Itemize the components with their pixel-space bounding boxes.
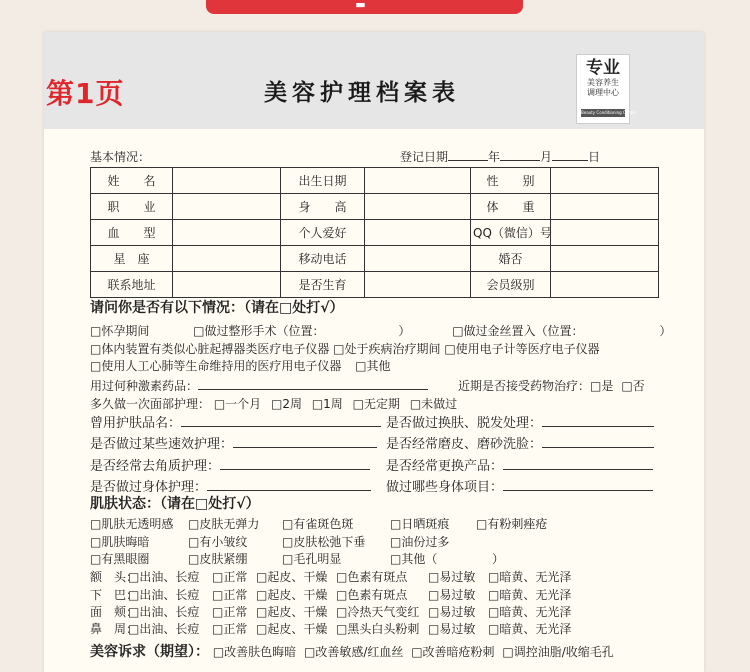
checkbox-option[interactable]: □皮肤松弛下垂 <box>282 535 366 549</box>
checkbox-option[interactable]: □做过整形手术（位置： <box>193 324 325 338</box>
reg-month-field[interactable] <box>500 149 540 161</box>
medication-question <box>458 378 645 394</box>
checkbox-option[interactable]: □有小皱纹 <box>188 535 248 549</box>
area-label: 鼻 周： <box>90 622 139 636</box>
question-label: 是否经常更换产品： <box>386 459 504 474</box>
answer-field[interactable] <box>503 458 653 470</box>
checkbox-option[interactable]: □起皮、干燥 <box>256 622 328 636</box>
checkbox-option[interactable]: □皮肤无弹力 <box>188 517 260 531</box>
paren-close: ） <box>398 324 411 338</box>
logo-sub-text-1: 美容养生 <box>587 78 619 87</box>
checkbox-option[interactable]: □出油、长痘 <box>128 588 200 602</box>
table-label: 联系地址 <box>91 272 173 298</box>
checkbox-option[interactable]: □无定期 <box>352 397 400 411</box>
conditions-line-1 <box>90 323 671 339</box>
checkbox-option[interactable]: □正常 <box>212 622 248 636</box>
left-question-1 <box>90 415 381 432</box>
table-input-cell[interactable] <box>173 272 281 298</box>
question-label: 多久做一次面部护理： <box>90 397 211 411</box>
reg-year-field[interactable] <box>448 149 488 161</box>
table-label: 星 座 <box>91 246 173 272</box>
checkbox-option[interactable]: □否 <box>621 379 645 393</box>
checkbox-option[interactable]: □正常 <box>212 588 248 602</box>
table-label: 姓 名 <box>91 168 173 194</box>
demands-heading: 美容诉求（期望）： <box>90 644 209 660</box>
registration-date <box>400 149 600 165</box>
table-row <box>91 194 659 220</box>
checkbox-option[interactable]: □改善暗疮粉刺 <box>411 645 495 659</box>
checkbox-option[interactable]: □未做过 <box>409 397 458 411</box>
checkbox-option[interactable]: □有雀斑色斑 <box>282 517 354 531</box>
checkbox-option[interactable]: □暗黄、无光泽 <box>488 605 572 619</box>
demands-row <box>90 644 710 660</box>
question-label: 做过哪些身体项目： <box>386 480 504 495</box>
checkbox-option[interactable]: □有黑眼圈 <box>90 552 150 566</box>
checkbox-option[interactable]: □是 <box>590 379 614 393</box>
area-label: 面 颊： <box>90 605 139 619</box>
checkbox-option[interactable]: □毛孔明显 <box>282 552 342 566</box>
checkbox-option[interactable]: □暗黄、无光泽 <box>488 622 572 636</box>
answer-field[interactable] <box>542 436 654 448</box>
answer-field[interactable] <box>198 378 428 390</box>
right-question-1 <box>386 415 654 432</box>
table-row <box>91 168 659 194</box>
table-label: QQ（微信）号 <box>471 220 551 246</box>
reg-month-label: 月 <box>540 150 553 164</box>
hormone-question <box>90 378 428 394</box>
checkbox-option[interactable]: □色素有斑点 <box>336 588 408 602</box>
checkbox-option[interactable]: □1周 <box>311 397 343 411</box>
checkbox-option[interactable]: □处于疾病治疗期间 <box>333 342 441 356</box>
reg-date-label: 登记日期 <box>400 150 449 164</box>
logo-sub-text-2: 调理中心 <box>587 88 619 97</box>
basic-info-table <box>90 167 659 298</box>
question-label: 曾用护肤品名： <box>90 416 182 431</box>
table-label: 会员级别 <box>471 272 551 298</box>
question-label: 用过何种激素药品： <box>90 379 199 393</box>
facial-frequency-question <box>90 396 457 412</box>
table-label: 移动电话 <box>281 246 365 272</box>
page-number: 第1页 <box>46 77 125 110</box>
checkbox-option[interactable]: □体内装置有类似心脏起搏器类医疗电子仪器 <box>90 342 330 356</box>
checkbox-option[interactable]: □出油、长痘 <box>128 570 200 584</box>
table-label: 血 型 <box>91 220 173 246</box>
table-input-cell[interactable] <box>173 194 281 220</box>
checkbox-option[interactable]: □出油、长痘 <box>128 605 200 619</box>
table-input-cell[interactable] <box>365 246 471 272</box>
table-input-cell[interactable] <box>365 272 471 298</box>
question-label: 是否做过身体护理： <box>90 480 208 495</box>
checkbox-option[interactable]: □怀孕期间 <box>90 324 150 338</box>
table-row <box>91 220 659 246</box>
checkbox-option[interactable]: □油份过多 <box>390 535 450 549</box>
question-label: 是否做过某些速效护理： <box>90 437 234 452</box>
top-banner-text: ▬ <box>355 0 374 11</box>
table-label: 是否生育 <box>281 272 365 298</box>
checkbox-option[interactable]: □正常 <box>212 570 248 584</box>
left-question-2 <box>90 436 377 453</box>
logo-bar: Beauty Conditioning Center <box>581 110 637 115</box>
conditions-line-2 <box>90 341 600 357</box>
table-label: 体 重 <box>471 194 551 220</box>
table-input-cell[interactable] <box>173 246 281 272</box>
reg-day-label: 日 <box>588 150 601 164</box>
right-question-4 <box>386 479 653 496</box>
conditions-line-3 <box>90 358 391 374</box>
area-label: 额 头： <box>90 570 139 584</box>
table-input-cell[interactable] <box>551 194 659 220</box>
checkbox-option[interactable]: □其他（ <box>390 552 438 566</box>
checkbox-option[interactable]: □改善敏感/红血丝 <box>304 645 404 659</box>
checkbox-option[interactable]: □调控油脂/收缩毛孔 <box>502 645 614 659</box>
checkbox-option[interactable]: □易过敏 <box>428 570 476 584</box>
checkbox-option[interactable]: □起皮、干燥 <box>256 605 328 619</box>
table-label: 身 高 <box>281 194 365 220</box>
checkbox-option[interactable]: □做过金丝置入（位置： <box>452 324 584 338</box>
reg-year-label: 年 <box>488 150 501 164</box>
skin-heading: 肌肤状态：（请在□处打√） <box>90 496 260 512</box>
checkbox-option[interactable]: □正常 <box>212 605 248 619</box>
checkbox-option[interactable]: □色素有斑点 <box>336 570 408 584</box>
checkbox-option[interactable]: □黑头白头粉刺 <box>336 622 420 636</box>
table-label: 出生日期 <box>281 168 365 194</box>
table-label: 婚否 <box>471 246 551 272</box>
checkbox-option[interactable]: □冷热天气变红 <box>336 605 420 619</box>
checkbox-option[interactable]: □暗黄、无光泽 <box>488 570 572 584</box>
checkbox-option[interactable]: □肌肤无透明感 <box>90 517 174 531</box>
area-label: 下 巴： <box>90 588 139 602</box>
paren-close: ） <box>659 324 672 338</box>
right-question-2 <box>386 436 654 453</box>
checkbox-option[interactable]: □出油、长痘 <box>128 622 200 636</box>
conditions-heading: 请问你是否有以下情况：（请在□处打√） <box>90 300 344 316</box>
logo <box>576 54 637 124</box>
document-title: 美容护理档案表 <box>264 79 460 106</box>
checkbox-option[interactable]: □易过敏 <box>428 605 476 619</box>
checkbox-option[interactable]: □有粉刺痤疮 <box>476 517 548 531</box>
question-label: 近期是否接受药物治疗： <box>458 379 591 393</box>
checkbox-option[interactable]: □起皮、干燥 <box>256 570 328 584</box>
table-input-cell[interactable] <box>365 168 471 194</box>
question-label: 是否经常磨皮、磨砂洗脸： <box>386 437 543 452</box>
checkbox-option[interactable]: □其他 <box>355 359 391 373</box>
answer-field[interactable] <box>207 479 371 491</box>
table-input-cell[interactable] <box>551 168 659 194</box>
form-paper <box>44 32 704 672</box>
checkbox-option[interactable]: □使用电子计等医疗电子仪器 <box>444 342 600 356</box>
table-input-cell[interactable] <box>551 246 659 272</box>
table-input-cell[interactable] <box>365 194 471 220</box>
table-label: 个人爱好 <box>281 220 365 246</box>
answer-field[interactable] <box>542 415 654 427</box>
answer-field[interactable] <box>181 415 381 427</box>
table-row <box>91 272 659 298</box>
table-row <box>91 246 659 272</box>
checkbox-option[interactable]: □暗黄、无光泽 <box>488 588 572 602</box>
checkbox-option[interactable]: □使用人工心肺等生命维持用的医疗用电子仪器 <box>90 359 342 373</box>
question-label: 是否经常去角质护理： <box>90 459 221 474</box>
checkbox-option[interactable]: □皮肤紧绷 <box>188 552 248 566</box>
paren-close: ） <box>492 552 505 566</box>
logo-main-text: 专业 <box>586 58 620 78</box>
checkbox-option[interactable]: □日晒斑痕 <box>390 517 450 531</box>
checkbox-option[interactable]: □2周 <box>271 397 302 411</box>
basic-heading: 基本情况： <box>90 150 151 164</box>
right-question-3 <box>386 458 653 475</box>
table-label: 性 别 <box>471 168 551 194</box>
table-input-cell[interactable] <box>551 220 659 246</box>
left-question-4 <box>90 479 371 496</box>
left-question-3 <box>90 458 370 475</box>
checkbox-option[interactable]: □易过敏 <box>428 622 476 636</box>
question-label: 是否做过换肤、脱发处理： <box>386 416 543 431</box>
checkbox-option[interactable]: □肌肤晦暗 <box>90 535 150 549</box>
answer-field[interactable] <box>220 458 370 470</box>
checkbox-option[interactable]: □一个月 <box>213 397 262 411</box>
table-input-cell[interactable] <box>365 220 471 246</box>
answer-field[interactable] <box>503 479 653 491</box>
checkbox-option[interactable]: □易过敏 <box>428 588 476 602</box>
checkbox-option[interactable]: □改善肤色晦暗 <box>212 645 297 659</box>
table-input-cell[interactable] <box>173 220 281 246</box>
answer-field[interactable] <box>233 436 377 448</box>
table-input-cell[interactable] <box>173 168 281 194</box>
checkbox-option[interactable]: □起皮、干燥 <box>256 588 328 602</box>
table-label: 职 业 <box>91 194 173 220</box>
top-banner-tab <box>206 0 523 14</box>
reg-day-field[interactable] <box>552 149 588 161</box>
table-input-cell[interactable] <box>551 272 659 298</box>
